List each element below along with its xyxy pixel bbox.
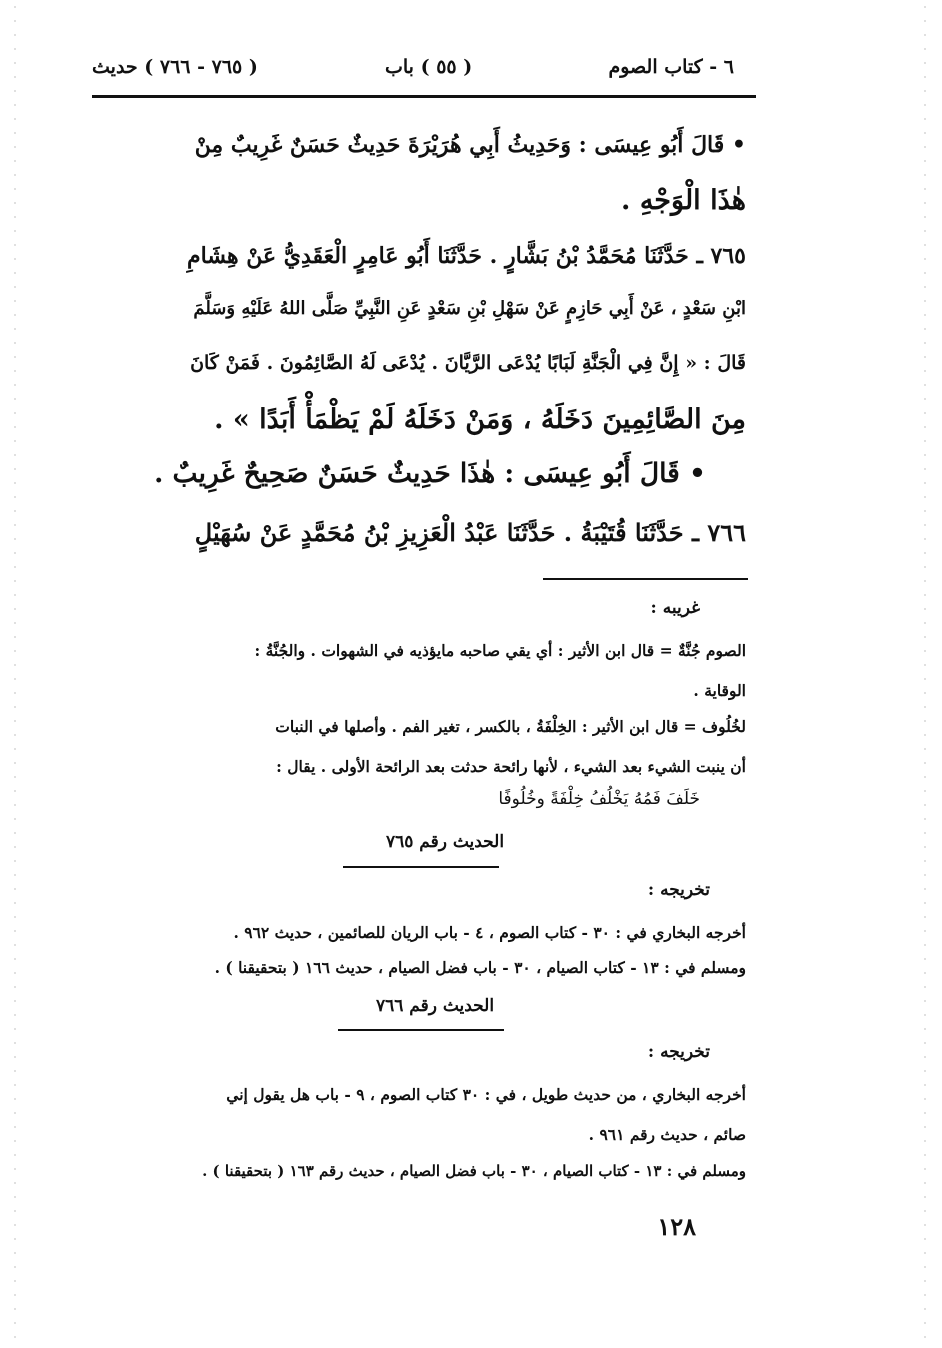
takhrij-heading: تخريجه :: [647, 1042, 710, 1062]
page-number: ١٢٨: [657, 1212, 696, 1241]
running-header-chapter: ( ٥٥ ) باب: [385, 56, 473, 78]
hadith-766-text: ٧٦٦ ـ حَدَّثَنَا قُتَيْبَةُ . حَدَّثَنَا عَبْدُ الْعَزِيزِ بْنُ مُحَمَّدٍ عَنْ سُهَيْلٍ: [194, 518, 746, 547]
scan-margin-left: [14, 0, 16, 1348]
takhrij-note: أخرجه البخاري ، من حديث طويل ، في : ٣٠ كتاب الصوم ، ٩ - باب هل يقول إني: [226, 1085, 746, 1104]
gharib-note: الوقاية .: [693, 681, 746, 700]
hadith-765-text: مِنَ الصَّائِمِينَ دَخَلَهُ ، وَمَنْ دَخَلَهُ لَمْ يَظْمَأْ أَبَدًا » .: [214, 404, 746, 435]
hadith-766-label: الحديث رقم ٧٦٦: [375, 996, 495, 1016]
main-text-line: • قَالَ أَبُو عِيسَى : وَحَدِيثُ أَبِي هُرَيْرَةَ حَدِيثٌ حَسَنٌ غَرِيبٌ مِنْ: [194, 132, 746, 158]
main-text-line: • قَالَ أَبُو عِيسَى : هٰذَا حَدِيثٌ حَسَنٌ صَحِيحٌ غَرِيبٌ .: [154, 458, 706, 489]
gharib-heading: غريبه :: [650, 598, 700, 618]
gharib-note-verse: خَلَفَ فَمُهُ يَخْلُفُ خِلْفَةً وخُلُوفًا: [498, 789, 700, 809]
scan-margin-right: [924, 0, 926, 1348]
takhrij-note: ومسلم في : ١٣ - كتاب الصيام ، ٣٠ - باب فضل الصيام ، حديث ١٦٦ ( بتحقيقنا ) .: [214, 958, 746, 977]
hadith-765-label: الحديث رقم ٧٦٥: [385, 832, 505, 852]
gharib-note: الصوم جُنَّةٌ = قال ابن الأثير : أي يقي صاحبه مايؤذيه في الشهوات . والجُنَّةُ :: [254, 641, 746, 660]
main-text-line: هٰذَا الْوَجْهِ .: [621, 185, 746, 216]
takhrij-heading: تخريجه :: [647, 880, 710, 900]
running-header-book: ٦ - كتاب الصوم: [608, 56, 734, 78]
gharib-note: لخُلُوف = قال ابن الأثير : الخِلْفَةُ ، بالكسر ، تغير الفم . وأصلها في النبات: [275, 717, 746, 736]
hadith-765-text: قَالَ : « إِنَّ فِي الْجَنَّةِ لَبَابًا يُدْعَى الرَّيَّانَ . يُدْعَى لَهُ الصَّائِمُونَ . فَمَنْ كَانَ: [190, 352, 746, 374]
running-header-hadith-range: ( ٧٦٥ - ٧٦٦ ) حديث: [92, 56, 258, 78]
hadith-765-text: ٧٦٥ ـ حَدَّثَنَا مُحَمَّدُ بْنُ بَشَّارٍ . حَدَّثَنَا أَبُو عَامِرٍ الْعَقَدِيُّ عَنْ هِشَامِ: [187, 243, 746, 269]
takhrij-note: أخرجه البخاري في : ٣٠ - كتاب الصوم ، ٤ - باب الريان للصائمين ، حديث ٩٦٢ .: [233, 923, 746, 942]
label-underline: [338, 1029, 504, 1031]
takhrij-note: ومسلم في : ١٣ - كتاب الصيام ، ٣٠ - باب فضل الصيام ، حديث رقم ١٦٣ ( بتحقيقنا ) .: [202, 1162, 746, 1180]
label-underline: [343, 866, 499, 868]
takhrij-note: صائم ، حديث رقم ٩٦١ .: [588, 1125, 746, 1144]
gharib-note: أن ينبت الشيء بعد الشيء ، لأنها رائحة حدثت بعد الرائحة الأولى . يقال :: [276, 757, 746, 776]
header-rule: [92, 95, 756, 98]
hadith-765-text: ابْنِ سَعْدٍ ، عَنْ أَبِي حَازِمٍ عَنْ سَهْلِ بْنِ سَعْدٍ عَنِ النَّبِيِّ صَلَّى اللهُ عَلَيْهِ وَسَلَّمَ: [193, 298, 746, 319]
footnote-separator: [543, 578, 748, 580]
